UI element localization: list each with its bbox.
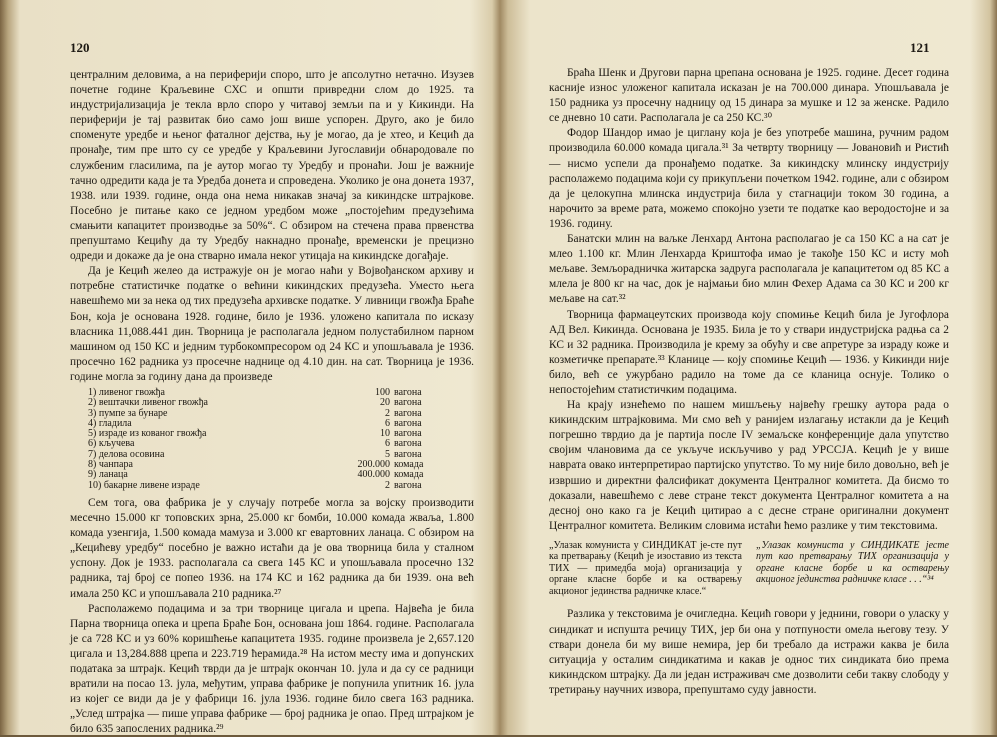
list-item: 7) делова осовина 5 вагона — [88, 448, 422, 460]
paragraph: Располажемо подацима и за три творнице цигала и црепа. Највећа је била Парна творница опека и црепа Браће Бон, основана још 1864. године. Располагала је са 728 КС и уз 60% коришћење капацитета 1935. године произвела је 2,657.120 цигала и 13,284.888 црепа и 223.719 ћерамида.²⁸ На истом месту има и допунских података за штрајк. Кецић тврди да је штрајк окончан 10. јула и да су се радници вратили на посао 13. јула, међутим, управа фабрике је попунила упитник 16. јула из којег се види да је у фабрици 16. јула 1936. године било свега 163 радника. „Услед штрајка — пише управа фабрике — број радника је опао. Пред штрајком је било 635 запослених радника.²⁹ — [70, 602, 474, 736]
paragraph: Творница фармацеутских производа коју спомиње Кецић била је Југофлора АД Вел. Кикинда. Основана је 1935. Била је то у ствари индустријска радња са 2 КС и 32 радника. Производила је крему за обућу и све апретуре за израду коже и козметичке препарате.³³ Кланице — коју спомиње Кецић — 1936. у Кикинди није било, већ се ужурбано радило на томе да се кланица оснује. Толико о непостојећим статистичким подацима. — [549, 308, 949, 396]
list-item: 8) чанпара 200.000 комада — [88, 459, 424, 471]
right-page — [500, 0, 997, 735]
paragraph: Да је Кецић желео да истражује он је могао наћи у Војвођанском архиву и потребне статистичке податке о већини кикиндских предузећа. Уместо њега навешћемо ми за нека од тих предузећа архивске податке. У ливници гвожђа Браће Бон, која је основана 1928. године, било је 1936. уложено капитала по исказу власника 11,088.441 дин. Творница је располагала једном полустабилном парном машином од 150 КС и једним турбокомпресором од 24 КС и упошљавала је 1936. просечно 162 радника уз просечне наднице од 4.10 дин. на сат. Творница је 1936. године могла за годину дана да произведе — [70, 265, 474, 383]
paragraph: Разлика у текстовима је очигледна. Кецић говори у једнини, говори о уласку у синдикат и испушта речицу ТИХ, јер би она у потпуности омела његову тезу. У ствари донела би му више немира, јер би требало да истражи каква је била ситуација у осталим синдикатима и какав је однос тих синдиката био према кикиндском штрајку. Да ли један истраживач сме дозволити себи такву слободу у третирању научних извора, препуштамо суду јавности. — [549, 608, 949, 696]
list-item: 1) ливеног гвожђа 100 вагона — [88, 386, 422, 398]
right-text-column — [549, 66, 949, 698]
list-item: 3) пумпе за бунаре 2 вагона — [88, 407, 422, 419]
left-text-column — [70, 68, 474, 737]
paragraph: централним деловима, а на периферији споро, што је апсолутно нетачно. Изузев почетне године Краљевине СХС и општи привредни слом до 1925. та индустријализација је текла врло споро у читавој земљи па и у Кикинди. На периферији је тај развитак био само још више успорен. Друго, ако је било споменуте уредбе и њеног фаталног дејства, њу је могао, да је хтео, и Кецић да пронађе, тим пре што су се уредбе у Краљевини Југославији обнародовале по службеним гласилима, па је аутор могао ту Уредбу и пронаћи. Још је важније тачно одредити када је та Уредба донета и спроведена. Уколико је она донета 1937, 1938. или 1939. године, онда она нема никакав значај за кикиндске штрајкове. Посебно је питање како се једном уредбом може „постојећим предузећима смањити капацитет производње за 50%“. С обзиром на стечена права првенства препуштамо Кецићу да ту Уредбу накнадно пронађе, временски је прецизно одреди и докаже да је она стварно имала неког утицаја на кикиндске догађаје. — [70, 69, 474, 263]
page-number: 121 — [910, 40, 930, 55]
quote-original: „Улазак комуниста у СИНДИКАТ је-сте пут ка претварању (Кецић је изоставио из текста ТИХ — примедба моја) организација у органе класне борбе и ка остварењу акционог јединства радничке класе.“ — [549, 539, 742, 597]
quote-cited: „Улазак комуниста у СИНДИКАТЕ јесте пут као претварању ТИХ организација у органе класне борбе и ка остварењу акционог јединства радничке класе . . .“³⁴ — [756, 539, 949, 586]
list-item: 4) гладила 6 вагона — [88, 417, 422, 429]
production-list — [70, 388, 474, 491]
paragraph: Банатски млин на ваљке Ленхард Антона располагао је са 150 КС а на сат је млео 1.100 кг. Млин Ленхарда Криштофа имао је такође 150 КС и исту моћ мељаве. Земљорадничка житарска задруга располагала је капацитетом од 85 КС а млела је 800 кг на час, док је најмањи био млин Фехер Адама са 30 КС и 200 кг мељаве на сат.³² — [549, 233, 949, 306]
list-item: 9) ланаца 400.000 комада — [88, 469, 424, 481]
list-item: 2) вештачки ливеног гвожђа 20 вагона — [88, 397, 422, 409]
list-item: 6) кључева 6 вагона — [88, 438, 422, 450]
paragraph: Браћа Шенк и Другови парна црепана основана је 1925. године. Десет година касније износ уложеног капитала исказан је на 700.000 динара. Упошљавала је 150 радника уз просечну надницу од 15 динара за мушке и 12 за женске. Радило се дневно 10 сати. Располагала је са 250 КС.³⁰ — [549, 67, 949, 125]
list-item: 5) израде из кованог гвожђа 10 вагона — [88, 428, 422, 440]
quote-comparison — [549, 540, 949, 598]
paragraph: Фодор Шандор имао је циглану која је без употребе машина, ручним радом производила 60.000 комада цигала.³¹ За четврту творницу — Јовановић и Ристић — нисмо успели да пронађемо податке. За кикиндску млинску индустрију располажемо подацима који су прикупљени почетком 1942. године, али с обзиром да је целокупна млинска индустрија била у стагнацији током 30 година, а нарочито за време рата, можемо спокојно узети те податке као веродостојне и за 1936. годину. — [549, 127, 949, 230]
paragraph: Сем тога, ова фабрика је у случају потребе могла за војску производити месечно 15.000 кг топовских зрна, 25.000 кг бомби, 10.000 комада жваља, 1.800 комада узенгија, 1.500 комада мамуза и 3.000 кг евартовних ланаца. С обзиром на „Кецићеву уредбу“ посебно је важно истаћи да је ова творница била у сталном успону. Док је 1933. располагала са свега 145 КС и упошљавала просечно 132 радника, тај број се попео 1936. на 174 КС и 162 радника да би 1939. она већ имала 250 КС и упошљавала 210 радника.²⁷ — [70, 496, 474, 600]
page-number: 120 — [70, 40, 90, 55]
list-item: 10) бакарне ливене израде 2 вагона — [88, 479, 422, 491]
paragraph: На крају изнећемо по нашем мишљењу највећу грешку аутора рада о кикиндским штрајковима. Ми смо већ у ранијем излагању истакли да је Кецић погрешно тврдио да је партија после IV земаљске конференције дала упутство својим члановима да се укључе искључиво у рад УРССЈА. Кецић је у више наврата овако интерпретирао партијско упутство. То му није било довољно, већ је извршио и директни фалсификат документа Централног комитета. Да бисмо то доказали, навешћемо с леве стране текст документа Централног комитета а на десној оно како га је Кецић цитирао а с десне стране оригинални документ Централног комитета. Великим словима истаћи ћемо разлике у тим текстовима. — [549, 399, 949, 532]
